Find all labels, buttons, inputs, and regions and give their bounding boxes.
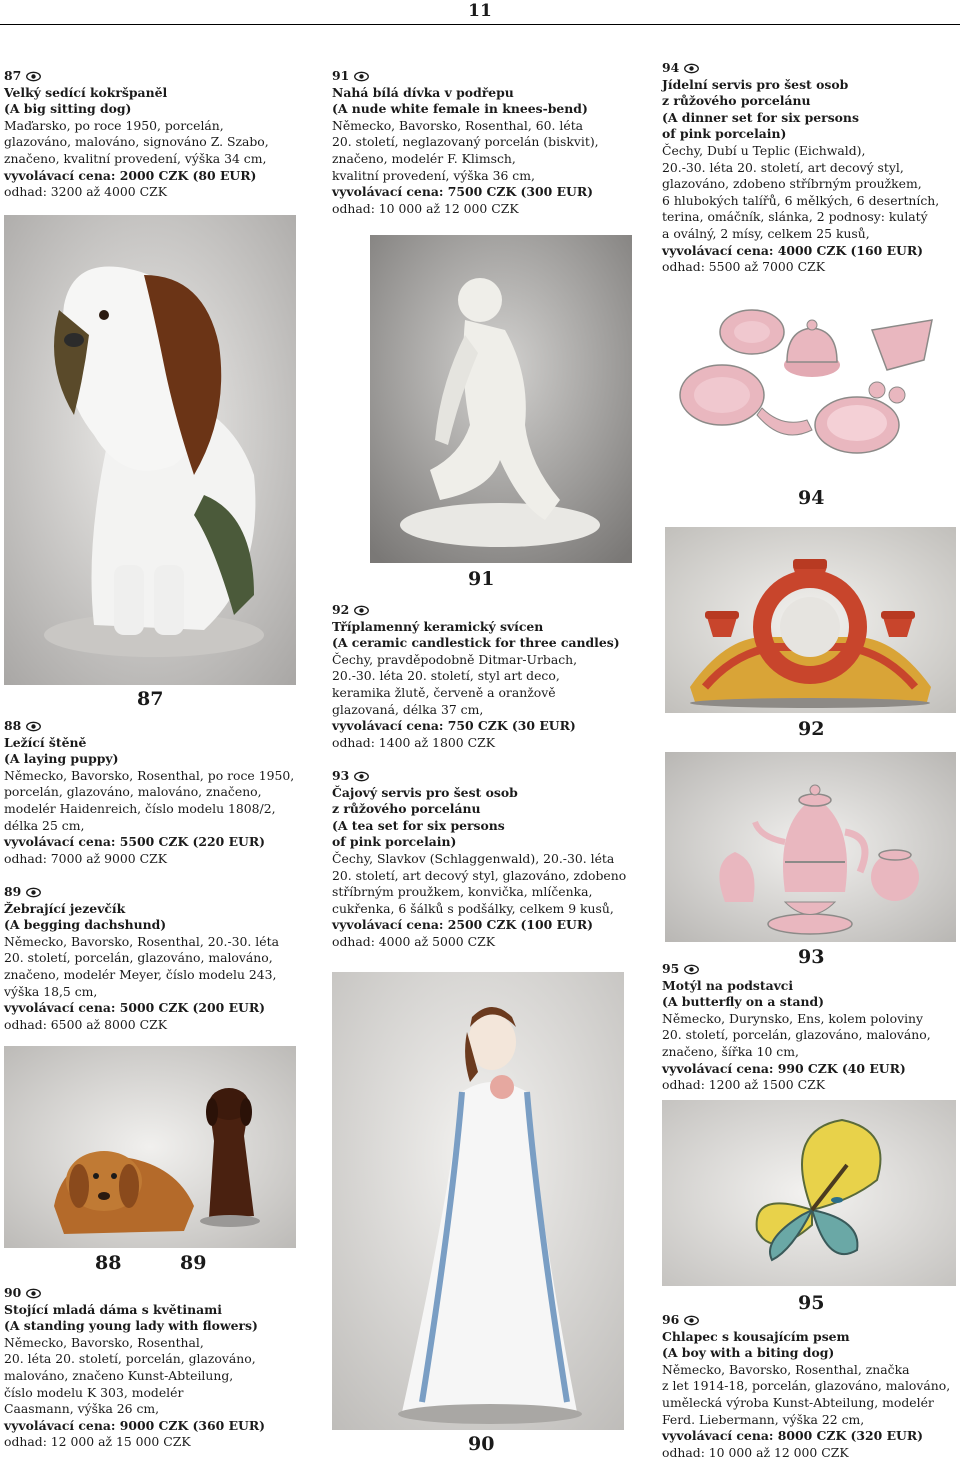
caption-95: 95 bbox=[798, 1292, 825, 1314]
lot-desc-line: Čechy, Dubí u Teplic (Eichwald), bbox=[662, 142, 866, 158]
lot-title-en: (A butterfly on a stand) bbox=[662, 994, 825, 1010]
lot-estimate: odhad: 12 000 až 15 000 CZK bbox=[4, 1434, 191, 1450]
page-number: 11 bbox=[468, 1, 492, 21]
lot-desc-line: Německo, Bavorsko, Rosenthal, bbox=[4, 1334, 204, 1350]
eye-icon bbox=[26, 887, 41, 898]
lot-price: vyvolávací cena: 5000 CZK (200 EUR) bbox=[4, 1000, 265, 1016]
caption-87: 87 bbox=[137, 688, 164, 710]
lot-desc-line: 20. století, art decový styl, glazováno, zdobeno bbox=[332, 867, 627, 883]
lot-desc-line: Německo, Bavorsko, Rosenthal, značka bbox=[662, 1361, 910, 1377]
lot-desc-line: číslo modelu K 303, modelér bbox=[4, 1384, 184, 1400]
lot-desc-line: cukřenka, 6 šálků s podšálky, celkem 9 kusů, bbox=[332, 900, 614, 916]
lot-title-en: (A nude white female in knees-bend) bbox=[332, 101, 588, 117]
lot-desc-line: porcelán, glazováno, malováno, značeno, bbox=[4, 784, 262, 800]
lot-desc-line: Čechy, pravděpodobně Ditmar-Urbach, bbox=[332, 651, 578, 667]
lot-desc-line: Maďarsko, po roce 1950, porcelán, bbox=[4, 117, 224, 133]
eye-icon bbox=[26, 721, 41, 732]
lot-title-en: (A begging dachshund) bbox=[4, 917, 167, 933]
lot-title-cz: Tříplamenný keramický svícen bbox=[332, 618, 544, 634]
lot-estimate: odhad: 10 000 až 12 000 CZK bbox=[662, 1444, 849, 1460]
lot-89 bbox=[4, 884, 324, 1033]
lot-price: vyvolávací cena: 7500 CZK (300 EUR) bbox=[332, 184, 593, 200]
lot-desc-line: 20.-30. léta 20. století, art decový styl, bbox=[662, 159, 904, 175]
lot-desc-line: Německo, Bavorsko, Rosenthal, po roce 1950, bbox=[4, 767, 295, 783]
lot-number: 96 bbox=[662, 1312, 680, 1327]
lot-estimate: odhad: 5500 až 7000 CZK bbox=[662, 259, 825, 275]
lot-95-head bbox=[662, 961, 960, 978]
photo-puppy-dachshund bbox=[4, 1046, 296, 1248]
lot-number: 91 bbox=[332, 68, 350, 83]
caption-93: 93 bbox=[798, 946, 825, 968]
lot-desc-line: výška 18,5 cm, bbox=[4, 983, 98, 999]
lot-price: vyvolávací cena: 9000 CZK (360 EUR) bbox=[4, 1417, 265, 1433]
lot-title-en: (A dinner set for six persons bbox=[662, 109, 859, 125]
lot-desc-line: značeno, modelér Meyer, číslo modelu 243, bbox=[4, 966, 277, 982]
lot-94 bbox=[662, 60, 960, 276]
lot-price: vyvolávací cena: 4000 CZK (160 EUR) bbox=[662, 242, 923, 258]
lot-95 bbox=[662, 961, 960, 1094]
lot-94-head bbox=[662, 60, 960, 77]
lot-desc-line: 20. století, porcelán, glazováno, malováno, bbox=[4, 950, 273, 966]
lot-title-en: (A boy with a biting dog) bbox=[662, 1345, 835, 1361]
eye-icon bbox=[354, 605, 369, 616]
lot-desc-line: Německo, Durynsko, Ens, kolem poloviny bbox=[662, 1010, 924, 1026]
lot-price: vyvolávací cena: 5500 CZK (220 EUR) bbox=[4, 834, 265, 850]
caption-91: 91 bbox=[468, 568, 495, 590]
lot-88 bbox=[4, 718, 324, 867]
lot-estimate: odhad: 7000 až 9000 CZK bbox=[4, 850, 167, 866]
lot-title-en: of pink porcelain) bbox=[662, 126, 787, 142]
eye-icon bbox=[684, 63, 699, 74]
lot-title-cz: z růžového porcelánu bbox=[662, 93, 811, 109]
lot-title-cz: z růžového porcelánu bbox=[332, 801, 481, 817]
eye-icon bbox=[684, 1315, 699, 1326]
lot-desc-line: modelér Haidenreich, číslo modelu 1808/2, bbox=[4, 800, 276, 816]
lot-number: 94 bbox=[662, 60, 680, 75]
lot-desc-line: značeno, kvalitní provedení, výška 34 cm, bbox=[4, 150, 267, 166]
lot-estimate: odhad: 4000 až 5000 CZK bbox=[332, 933, 495, 949]
photo-candlestick bbox=[665, 527, 956, 713]
eye-icon bbox=[26, 71, 41, 82]
photo-butterfly bbox=[662, 1100, 956, 1286]
lot-price: vyvolávací cena: 990 CZK (40 EUR) bbox=[662, 1060, 906, 1076]
caption-88: 88 bbox=[95, 1252, 122, 1274]
lot-desc-line: kvalitní provedení, výška 36 cm, bbox=[332, 167, 535, 183]
lot-price: vyvolávací cena: 8000 CZK (320 EUR) bbox=[662, 1428, 923, 1444]
lot-title-cz: Motýl na podstavci bbox=[662, 977, 794, 993]
lot-price: vyvolávací cena: 2500 CZK (100 EUR) bbox=[332, 917, 593, 933]
lot-93 bbox=[332, 768, 652, 951]
lot-title-en: (A laying puppy) bbox=[4, 751, 119, 767]
lot-desc-line: 20. století, neglazovaný porcelán (biskvit), bbox=[332, 134, 599, 150]
lot-90-head bbox=[4, 1285, 324, 1302]
lot-estimate: odhad: 6500 až 8000 CZK bbox=[4, 1016, 167, 1032]
lot-number: 87 bbox=[4, 68, 22, 83]
lot-93-head bbox=[332, 768, 652, 785]
lot-title-en: of pink porcelain) bbox=[332, 834, 457, 850]
lot-92 bbox=[332, 602, 652, 751]
photo-spaniel bbox=[4, 215, 296, 685]
lot-desc-line: keramika žlutě, červeně a oranžově bbox=[332, 684, 556, 700]
lot-desc-line: Čechy, Slavkov (Schlaggenwald), 20.-30. léta bbox=[332, 850, 615, 866]
lot-estimate: odhad: 10 000 až 12 000 CZK bbox=[332, 200, 519, 216]
lot-desc-line: glazováno, malováno, signováno Z. Szabo, bbox=[4, 134, 269, 150]
lot-title-cz: Čajový servis pro šest osob bbox=[332, 784, 518, 800]
lot-92-head bbox=[332, 602, 652, 619]
lot-desc-line: a oválný, 2 mísy, celkem 25 kusů, bbox=[662, 225, 870, 241]
lot-title-cz: Chlapec s kousajícím psem bbox=[662, 1328, 850, 1344]
caption-89: 89 bbox=[180, 1252, 207, 1274]
lot-number: 93 bbox=[332, 768, 350, 783]
lot-estimate: odhad: 3200 až 4000 CZK bbox=[4, 184, 167, 200]
lot-desc-line: umělecká výroba Kunst-Abteilung, modelér bbox=[662, 1394, 934, 1410]
lot-desc-line: glazovaná, délka 37 cm, bbox=[332, 701, 484, 717]
lot-desc-line: délka 25 cm, bbox=[4, 817, 85, 833]
lot-desc-line: Caasmann, výška 26 cm, bbox=[4, 1401, 160, 1417]
lot-number: 95 bbox=[662, 961, 680, 976]
lot-desc-line: Ferd. Liebermann, výška 22 cm, bbox=[662, 1411, 865, 1427]
lot-87 bbox=[4, 68, 324, 201]
lot-number: 90 bbox=[4, 1285, 22, 1300]
lot-desc-line: malováno, značeno Kunst-Abteilung, bbox=[4, 1367, 234, 1383]
lot-desc-line: 20.-30. léta 20. století, styl art deco, bbox=[332, 668, 560, 684]
lot-desc-line: značeno, modelér F. Klimsch, bbox=[332, 150, 516, 166]
lot-title-en: (A tea set for six persons bbox=[332, 817, 505, 833]
lot-price: vyvolávací cena: 2000 CZK (80 EUR) bbox=[4, 167, 257, 183]
photo-tea-set bbox=[665, 752, 956, 942]
lot-desc-line: terina, omáčník, slánka, 2 podnosy: kulatý bbox=[662, 209, 928, 225]
lot-title-en: (A standing young lady with flowers) bbox=[4, 1318, 258, 1334]
lot-number: 92 bbox=[332, 602, 350, 617]
lot-title-cz: Ležící štěně bbox=[4, 734, 87, 750]
lot-87-head bbox=[4, 68, 324, 85]
lot-96 bbox=[662, 1312, 960, 1460]
lot-title-en: (A ceramic candlestick for three candles) bbox=[332, 635, 620, 651]
lot-90 bbox=[4, 1285, 324, 1451]
lot-estimate: odhad: 1200 až 1500 CZK bbox=[662, 1077, 825, 1093]
lot-title-cz: Nahá bílá dívka v podřepu bbox=[332, 84, 514, 100]
caption-92: 92 bbox=[798, 718, 825, 740]
lot-desc-line: značeno, šířka 10 cm, bbox=[662, 1043, 799, 1059]
lot-title-cz: Jídelní servis pro šest osob bbox=[662, 76, 849, 92]
header-rule bbox=[0, 24, 960, 25]
lot-96-head bbox=[662, 1312, 960, 1329]
eye-icon bbox=[26, 1288, 41, 1299]
lot-estimate: odhad: 1400 až 1800 CZK bbox=[332, 734, 495, 750]
lot-desc-line: 20. století, porcelán, glazováno, malováno, bbox=[662, 1027, 931, 1043]
lot-title-cz: Velký sedící kokršpaněl bbox=[4, 84, 168, 100]
lot-desc-line: glazováno, zdobeno stříbrným proužkem, bbox=[662, 176, 922, 192]
lot-desc-line: z let 1914-18, porcelán, glazováno, malováno, bbox=[662, 1378, 951, 1394]
lot-91 bbox=[332, 68, 652, 217]
caption-94: 94 bbox=[798, 487, 825, 509]
lot-desc-line: Německo, Bavorsko, Rosenthal, 20.-30. léta bbox=[4, 933, 279, 949]
photo-young-lady bbox=[332, 972, 624, 1430]
lot-desc-line: 20. léta 20. století, porcelán, glazováno, bbox=[4, 1351, 256, 1367]
lot-desc-line: Německo, Bavorsko, Rosenthal, 60. léta bbox=[332, 117, 584, 133]
lot-desc-line: 6 hlubokých talířů, 6 mělkých, 6 desertních, bbox=[662, 192, 940, 208]
lot-title-cz: Žebrající jezevčík bbox=[4, 900, 126, 916]
caption-90: 90 bbox=[468, 1433, 495, 1455]
lot-89-head bbox=[4, 884, 324, 901]
photo-dinner-set bbox=[662, 290, 956, 480]
photo-nude-figurine bbox=[370, 235, 632, 563]
lot-88-head bbox=[4, 718, 324, 735]
eye-icon bbox=[684, 964, 699, 975]
eye-icon bbox=[354, 771, 369, 782]
eye-icon bbox=[354, 71, 369, 82]
lot-title-en: (A big sitting dog) bbox=[4, 101, 132, 117]
lot-price: vyvolávací cena: 750 CZK (30 EUR) bbox=[332, 718, 576, 734]
lot-desc-line: stříbrným proužkem, konvička, mlíčenka, bbox=[332, 884, 593, 900]
lot-number: 89 bbox=[4, 884, 22, 899]
lot-91-head bbox=[332, 68, 652, 85]
lot-title-cz: Stojící mladá dáma s květinami bbox=[4, 1301, 222, 1317]
lot-number: 88 bbox=[4, 718, 22, 733]
